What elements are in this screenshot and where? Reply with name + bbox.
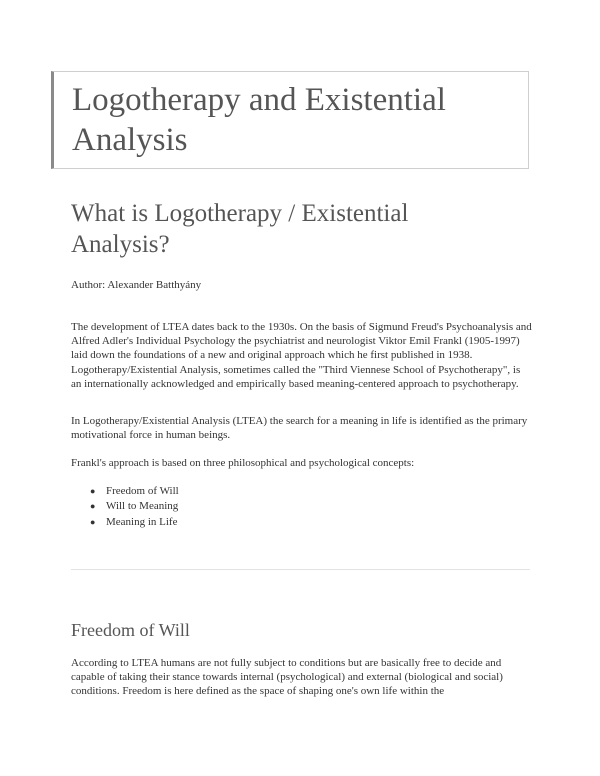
list-item	[71, 515, 179, 530]
freedom-paragraph: According to LTEA humans are not fully subject to conditions but are basically free to decide and capable of taking their stance towards internal (psychological) and external (biological and social) conditions. Freedom is here defined as the space of shaping one's own life within the	[71, 657, 503, 698]
author-line: Author: Alexander Batthyány	[71, 279, 202, 291]
section-heading: What is Logotherapy / Existential Analysis?	[71, 200, 409, 258]
list-item-label: Freedom of Will	[106, 485, 179, 497]
section-divider	[71, 569, 530, 570]
document-title: Logotherapy and Existential Analysis	[72, 82, 446, 158]
concepts-intro-paragraph: Frankl's approach is based on three philosophical and psychological concepts:	[71, 457, 415, 469]
list-item-label: Will to Meaning	[106, 500, 179, 513]
title-box	[51, 71, 529, 169]
concepts-list	[71, 484, 179, 530]
motivation-paragraph: In Logotherapy/Existential Analysis (LTEA) the search for a meaning in life is identified as the primary motivational force in human beings.	[71, 415, 528, 442]
list-item-label: Meaning in Life	[106, 515, 178, 528]
bullet-icon: ●	[90, 486, 96, 496]
intro-paragraph: The development of LTEA dates back to the 1930s. On the basis of Sigmund Freud's Psychoanalysis and Alfred Adler's Individual Psychology the psychiatrist and neurologist Viktor Emil Frankl (1905-1997) laid down the foundations of a new and original approach which he first published in 1938. Logotherapy/Existential Analysis, sometimes called the "Third Viennese School of Psychotherapy", is an internationally acknowledged and empirically based meaning-centered approach to psychotherapy.	[71, 321, 532, 390]
subsection-heading: Freedom of Will	[71, 620, 190, 640]
list-item	[71, 499, 179, 514]
bullet-icon: ●	[90, 516, 96, 527]
bullet-icon: ●	[90, 501, 96, 512]
list-item	[71, 484, 179, 499]
